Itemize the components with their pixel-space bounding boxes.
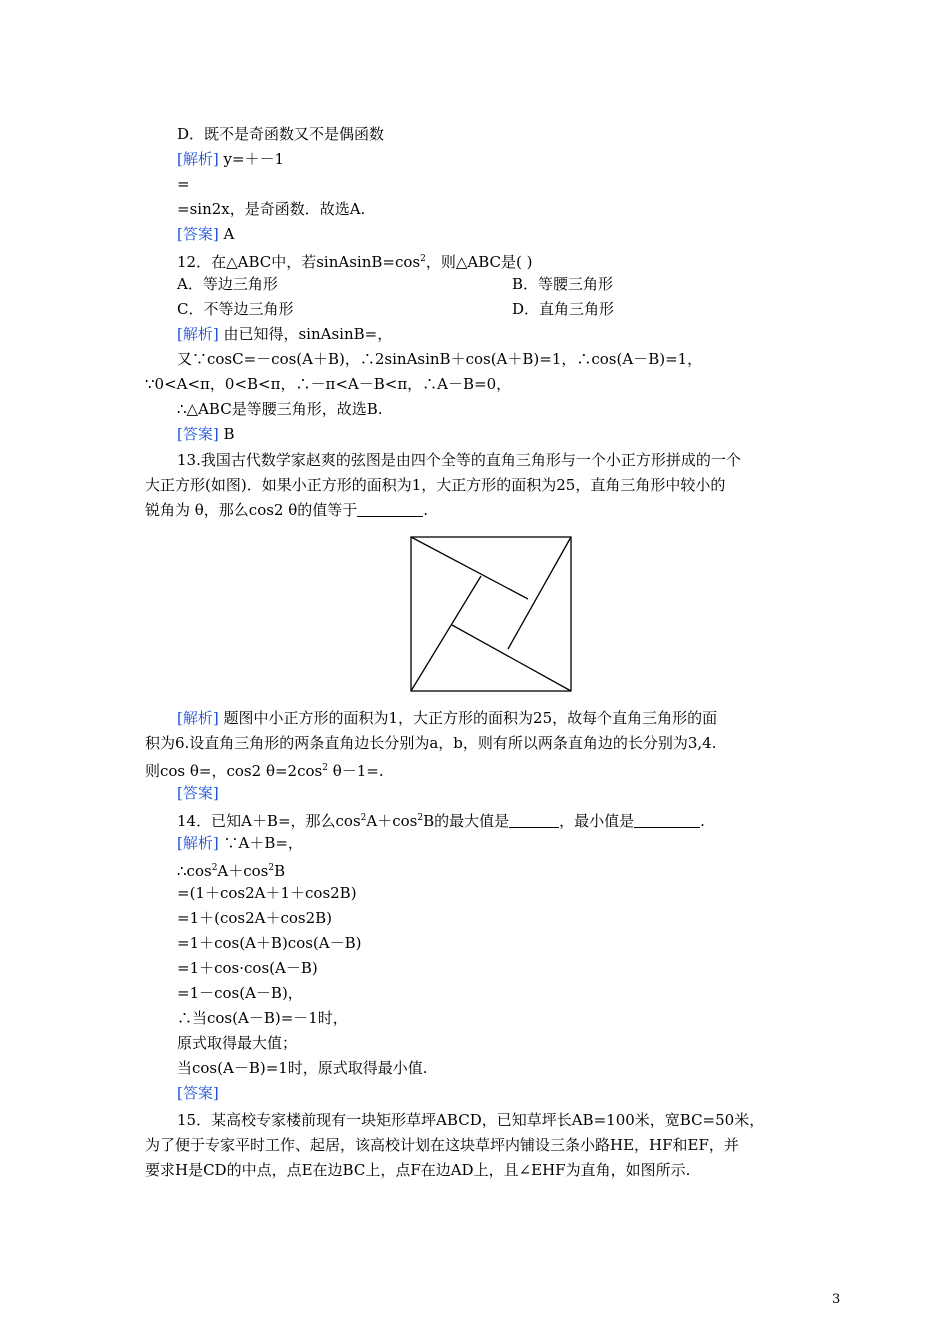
- text-line: $\therefore\cos^2A+\cos^2B$: [177, 862, 286, 880]
- text-line: 又∵cosC=－cos(A＋B)，∴2sinAsinB＋cos(A＋B)=1，∴cos(A－B)=1，: [177, 350, 703, 368]
- question-12: 12．在△ABC中，若$sinAsinB=\cos^2$，则△ABC是( ): [177, 253, 533, 271]
- text-line: =1＋(cos2A＋cos2B): [177, 909, 333, 927]
- answer-blank: [509, 813, 559, 828]
- outer-square: [411, 537, 571, 691]
- text-line: =: [177, 175, 190, 193]
- question-15: 15．某高校专家楼前现有一块矩形草坪ABCD，已知草坪长AB=100米，宽BC=50米，: [177, 1111, 765, 1129]
- answer-line: [177, 783, 219, 803]
- analysis-line: [解析] 题图中小正方形的面积为1，大正方形的面积为25，故每个直角三角形的面: [177, 709, 718, 727]
- text-line: 大正方形(如图)．如果小正方形的面积为1，大正方形的面积为25，直角三角形中较小的: [145, 476, 726, 494]
- text-line: 为了便于专家平时工作、起居，该高校计划在这块草坪内铺设三条小路HE，HF和EF，并: [145, 1136, 739, 1154]
- analysis-tag: [解析]: [177, 709, 219, 727]
- page-number: 3: [832, 1292, 841, 1307]
- text-line: 原式取得最大值；: [177, 1034, 298, 1052]
- analysis-line: [解析] y=＋－1: [177, 150, 285, 168]
- analysis-tag: [解析]: [177, 834, 219, 852]
- text-line: 积为6.设直角三角形的两条直角边长分别为a，b，则有所以两条直角边的长分别为3,4.: [145, 734, 717, 752]
- text-line: 锐角为 θ，那么cos2 θ的值等于 .: [145, 501, 429, 519]
- text-line: =1－cos(A－B)，: [177, 984, 303, 1002]
- analysis-tag: [解析]: [177, 150, 219, 168]
- answer-tag: [答案]: [177, 1084, 219, 1102]
- text-line: 要求H是CD的中点，点E在边BC上，点F在边AD上，且∠EHF为直角，如图所示.: [145, 1161, 691, 1179]
- answer-tag: [答案]: [177, 425, 219, 443]
- text-line: =1＋cos·cos(A－B): [177, 959, 318, 977]
- text-line: =(1＋cos2A＋1＋cos2B): [177, 884, 357, 902]
- text-line: ∴△ABC是等腰三角形，故选B.: [177, 400, 383, 418]
- answer-tag: [答案]: [177, 784, 219, 802]
- option-d: D．既不是奇函数又不是偶函数: [177, 125, 385, 143]
- answer-line: [177, 1083, 219, 1103]
- answer-blank: [634, 813, 700, 828]
- triangle-edge: [411, 576, 481, 691]
- option-b: B．等腰三角形: [512, 275, 614, 293]
- text-line: 当cos(A－B)=1时，原式取得最小值.: [177, 1059, 428, 1077]
- answer-line: [答案] B: [177, 425, 235, 443]
- triangle-edge: [452, 625, 571, 691]
- question-14: 14．已知A＋B=，那么$\cos^2A+\cos^2B$的最大值是 ，最小值是 .: [177, 812, 705, 830]
- analysis-line: [解析] ∵A＋B=，: [177, 834, 303, 852]
- option-c: C．不等边三角形: [177, 300, 294, 318]
- answer-blank: [357, 502, 423, 517]
- text-line: =sin2x，是奇函数．故选A.: [177, 200, 366, 218]
- option-d: D．直角三角形: [512, 300, 615, 318]
- question-13: 13.我国古代数学家赵爽的弦图是由四个全等的直角三角形与一个小正方形拼成的一个: [177, 451, 741, 469]
- zhao-shuang-diagram: [410, 536, 572, 692]
- analysis-tag: [解析]: [177, 325, 219, 343]
- text-line: ∴当cos(A－B)=－1时，: [177, 1009, 348, 1027]
- text-line: =1＋cos(A＋B)cos(A－B): [177, 934, 362, 952]
- option-a: A．等边三角形: [177, 275, 278, 293]
- answer-line: [答案] A: [177, 225, 235, 243]
- text-line: 则cos θ=，cos2 $\theta=2\cos^2$ θ－1=.: [145, 762, 384, 780]
- answer-tag: [答案]: [177, 225, 219, 243]
- analysis-line: [解析] 由已知得，sinAsinB=，: [177, 325, 393, 343]
- triangle-edge: [411, 537, 528, 599]
- text-line: ∵0<A<π，0<B<π，∴－π<A－B<π，∴A－B=0，: [145, 375, 512, 393]
